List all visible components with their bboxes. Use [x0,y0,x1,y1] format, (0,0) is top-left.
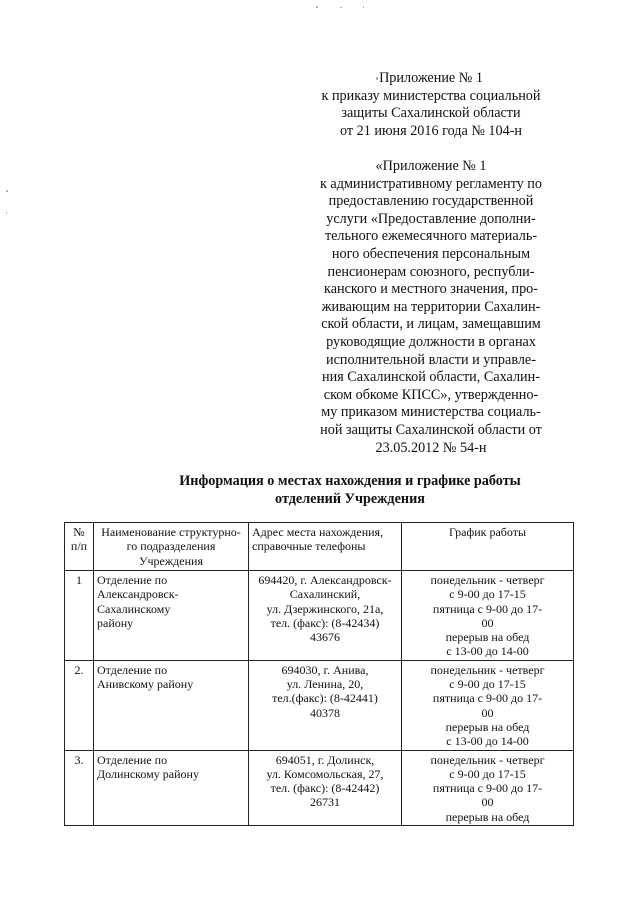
annex-line: живающим на территории Сахалин- [321,298,541,315]
annex-line: исполнительной власти и управле- [326,351,536,368]
annex-line: «Приложение № 1 [375,158,487,174]
unit-name: Отделение по Александровск- Сахалинскому району [94,571,249,661]
annex-line: му приказом министерства социаль- [321,404,541,421]
table-row [65,750,574,825]
heading-line: отделений Учреждения [275,490,425,507]
row-number: 2. [65,660,94,750]
scan-speck [376,77,378,80]
table-row [65,660,574,750]
unit-schedule: понедельник - четверг с 9-00 до 17-15 пятница с 9-00 до 17- 00 перерыв на обед с 13-00 до 14-00 [402,571,574,661]
annex-order-reference [300,70,562,140]
header-schedule: График работы [402,523,574,571]
annex-line: к административному регламенту по [319,175,542,192]
table-row [65,571,574,661]
unit-address: 694420, г. Александровск- Сахалинский, ул. Дзержинского, 21а, тел. (факс): (8-42434) 43676 [249,571,402,661]
unit-address: 694030, г. Анива, ул. Ленина, 20, тел.(факс): (8-42441) 40378 [249,660,402,750]
annex-line: ской области, и лицам, замещавшим [321,316,541,333]
branches-table [64,522,574,826]
annex-line: защиты Сахалинской области [341,105,521,122]
annex-line: ском обкоме КПСС», утвержденно- [323,386,539,403]
scan-speck [6,190,8,192]
annex-line: канского и местного значения, про- [324,281,538,298]
annex-regulation-reference [300,158,562,457]
heading-line: Информация о местах нахождения и графике работы [179,473,521,489]
section-heading [120,473,580,508]
unit-name: Отделение по Долинскому району [94,750,249,825]
annex-line: услуги «Предоставление дополни- [326,210,536,227]
table-header-row [65,523,574,571]
annex-line: к приказу министерства социальной [321,87,541,104]
annex-line: пенсионерам союзного, республи- [327,263,535,280]
annex-line: ния Сахалинской области, Сахалин- [322,369,540,386]
row-number: 3. [65,750,94,825]
annex-line: Приложение № 1 [379,70,483,86]
scan-speck [316,6,318,8]
scan-speck [6,212,7,214]
unit-name: Отделение по Анивскому району [94,660,249,750]
header-address: Адрес места нахождения, справочные телефоны [249,523,402,571]
annex-line: тельного ежемесячного материаль- [324,228,538,245]
unit-schedule: понедельник - четверг с 9-00 до 17-15 пятница с 9-00 до 17- 00 перерыв на обед [402,750,574,825]
annex-line: руководящие должности в органах [326,333,536,350]
unit-schedule: понедельник - четверг с 9-00 до 17-15 пятница с 9-00 до 17- 00 перерыв на обед с 13-00 до 14-00 [402,660,574,750]
unit-address: 694051, г. Долинск, ул. Комсомольская, 27, тел. (факс): (8-42442) 26731 [249,750,402,825]
annex-line: ного обеспечения персональным [331,245,531,262]
annex-line: ной защиты Сахалинской области от [320,421,542,438]
annex-line: 23.05.2012 № 54-н [375,439,487,456]
header-unit-name: Наименование структурно- го подразделения Учреждения [94,523,249,571]
row-number: 1 [65,571,94,661]
scan-speck [363,6,364,8]
annex-line: от 21 июня 2016 года № 104-н [339,122,523,139]
header-number: № п/п [65,523,94,571]
scan-speck [340,7,342,8]
annex-line: предоставлению государственной [328,193,534,210]
